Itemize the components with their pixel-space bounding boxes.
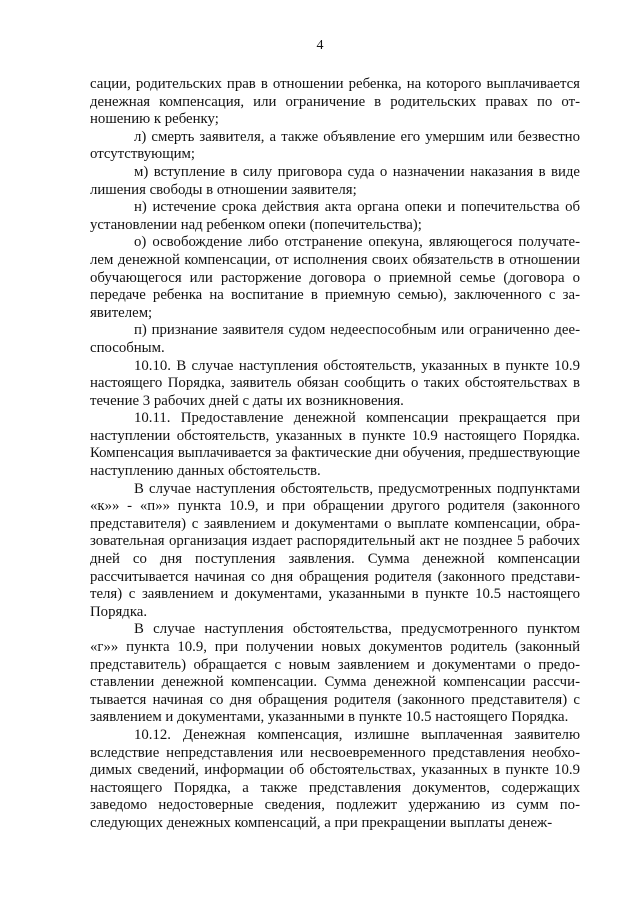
paragraph: 10.11. Предоставление денежной компенсации прекращается при наступлении обстоятельств, указанных в пункте 10.9 настоящего Порядка. Компенсация выплачивается за фактические дни обучения, предшествующие наступлению данных обстоятельств. (90, 410, 580, 480)
paragraph: о) освобождение либо отстранение опекуна, являющегося получателем денежной компенсации, от исполнения своих обязательств в отношении обучающегося или расторжение договора о приемной семье (договора о передаче ребенка на воспитание в приемную семью), заключенного с заявителем; (90, 234, 580, 321)
document-body (90, 76, 580, 833)
paragraph: л) смерть заявителя, а также объявление его умершим или безвестно отсутствующим; (90, 128, 580, 163)
paragraph: н) истечение срока действия акта органа опеки и попечительства об установлении над ребенком опеки (попечительства); (90, 199, 580, 233)
paragraph: м) вступление в силу приговора суда о назначении наказания в виде лишения свободы в отношении заявителя; (90, 163, 580, 198)
page-number: 4 (316, 38, 324, 53)
paragraph: В случае наступления обстоятельства, предусмотренного пунктом «г»» пункта 10.9, при получении новых документов родитель (законный представитель) обращается с новым заявлением и документами о предоставлении денежной компенсации. Сумма денежной компенсации рассчитывается начиная со дня обращения родителя (законного представителя) с заявлением и документами, указанными в пункте 10.5 настоящего Порядка. (90, 621, 580, 726)
paragraph: п) признание заявителя судом недееспособным или ограниченно дееспособным. (90, 322, 580, 356)
paragraph: 10.12. Денежная компенсация, излишне выплаченная заявителю вследствие непредставления или несвоевременного представления необходимых сведений, информации об обстоятельствах, указанных в пункте 10.9 настоящего Порядка, а также представления документов, содержащих заведомо недостоверные сведения, подлежит удержанию из сумм последующих денежных компенсаций, а при прекращении выплаты денеж- (90, 726, 580, 831)
paragraph: сации, родительских прав в отношении ребенка, на которого выплачивается денежная компенсация, или ограничение в родительских правах по отношению к ребенку; (90, 76, 580, 128)
paragraph: 10.10. В случае наступления обстоятельств, указанных в пункте 10.9 настоящего Порядка, заявитель обязан сообщить о таких обстоятельствах в течение 3 рабочих дней с даты их возникновения. (90, 357, 580, 409)
paragraph: В случае наступления обстоятельств, предусмотренных подпунктами «к»» - «п»» пункта 10.9, и при обращении другого родителя (законного представителя) с заявлением и документами о выплате компенсации, образовательная организация издает распорядительный акт не позднее 5 рабочих дней со дня поступления заявления. Сумма денежной компенсации рассчитывается начиная со дня обращения родителя (законного представителя) с заявлением и документами, указанными в пункте 10.5 настоящего Порядка. (90, 480, 580, 620)
